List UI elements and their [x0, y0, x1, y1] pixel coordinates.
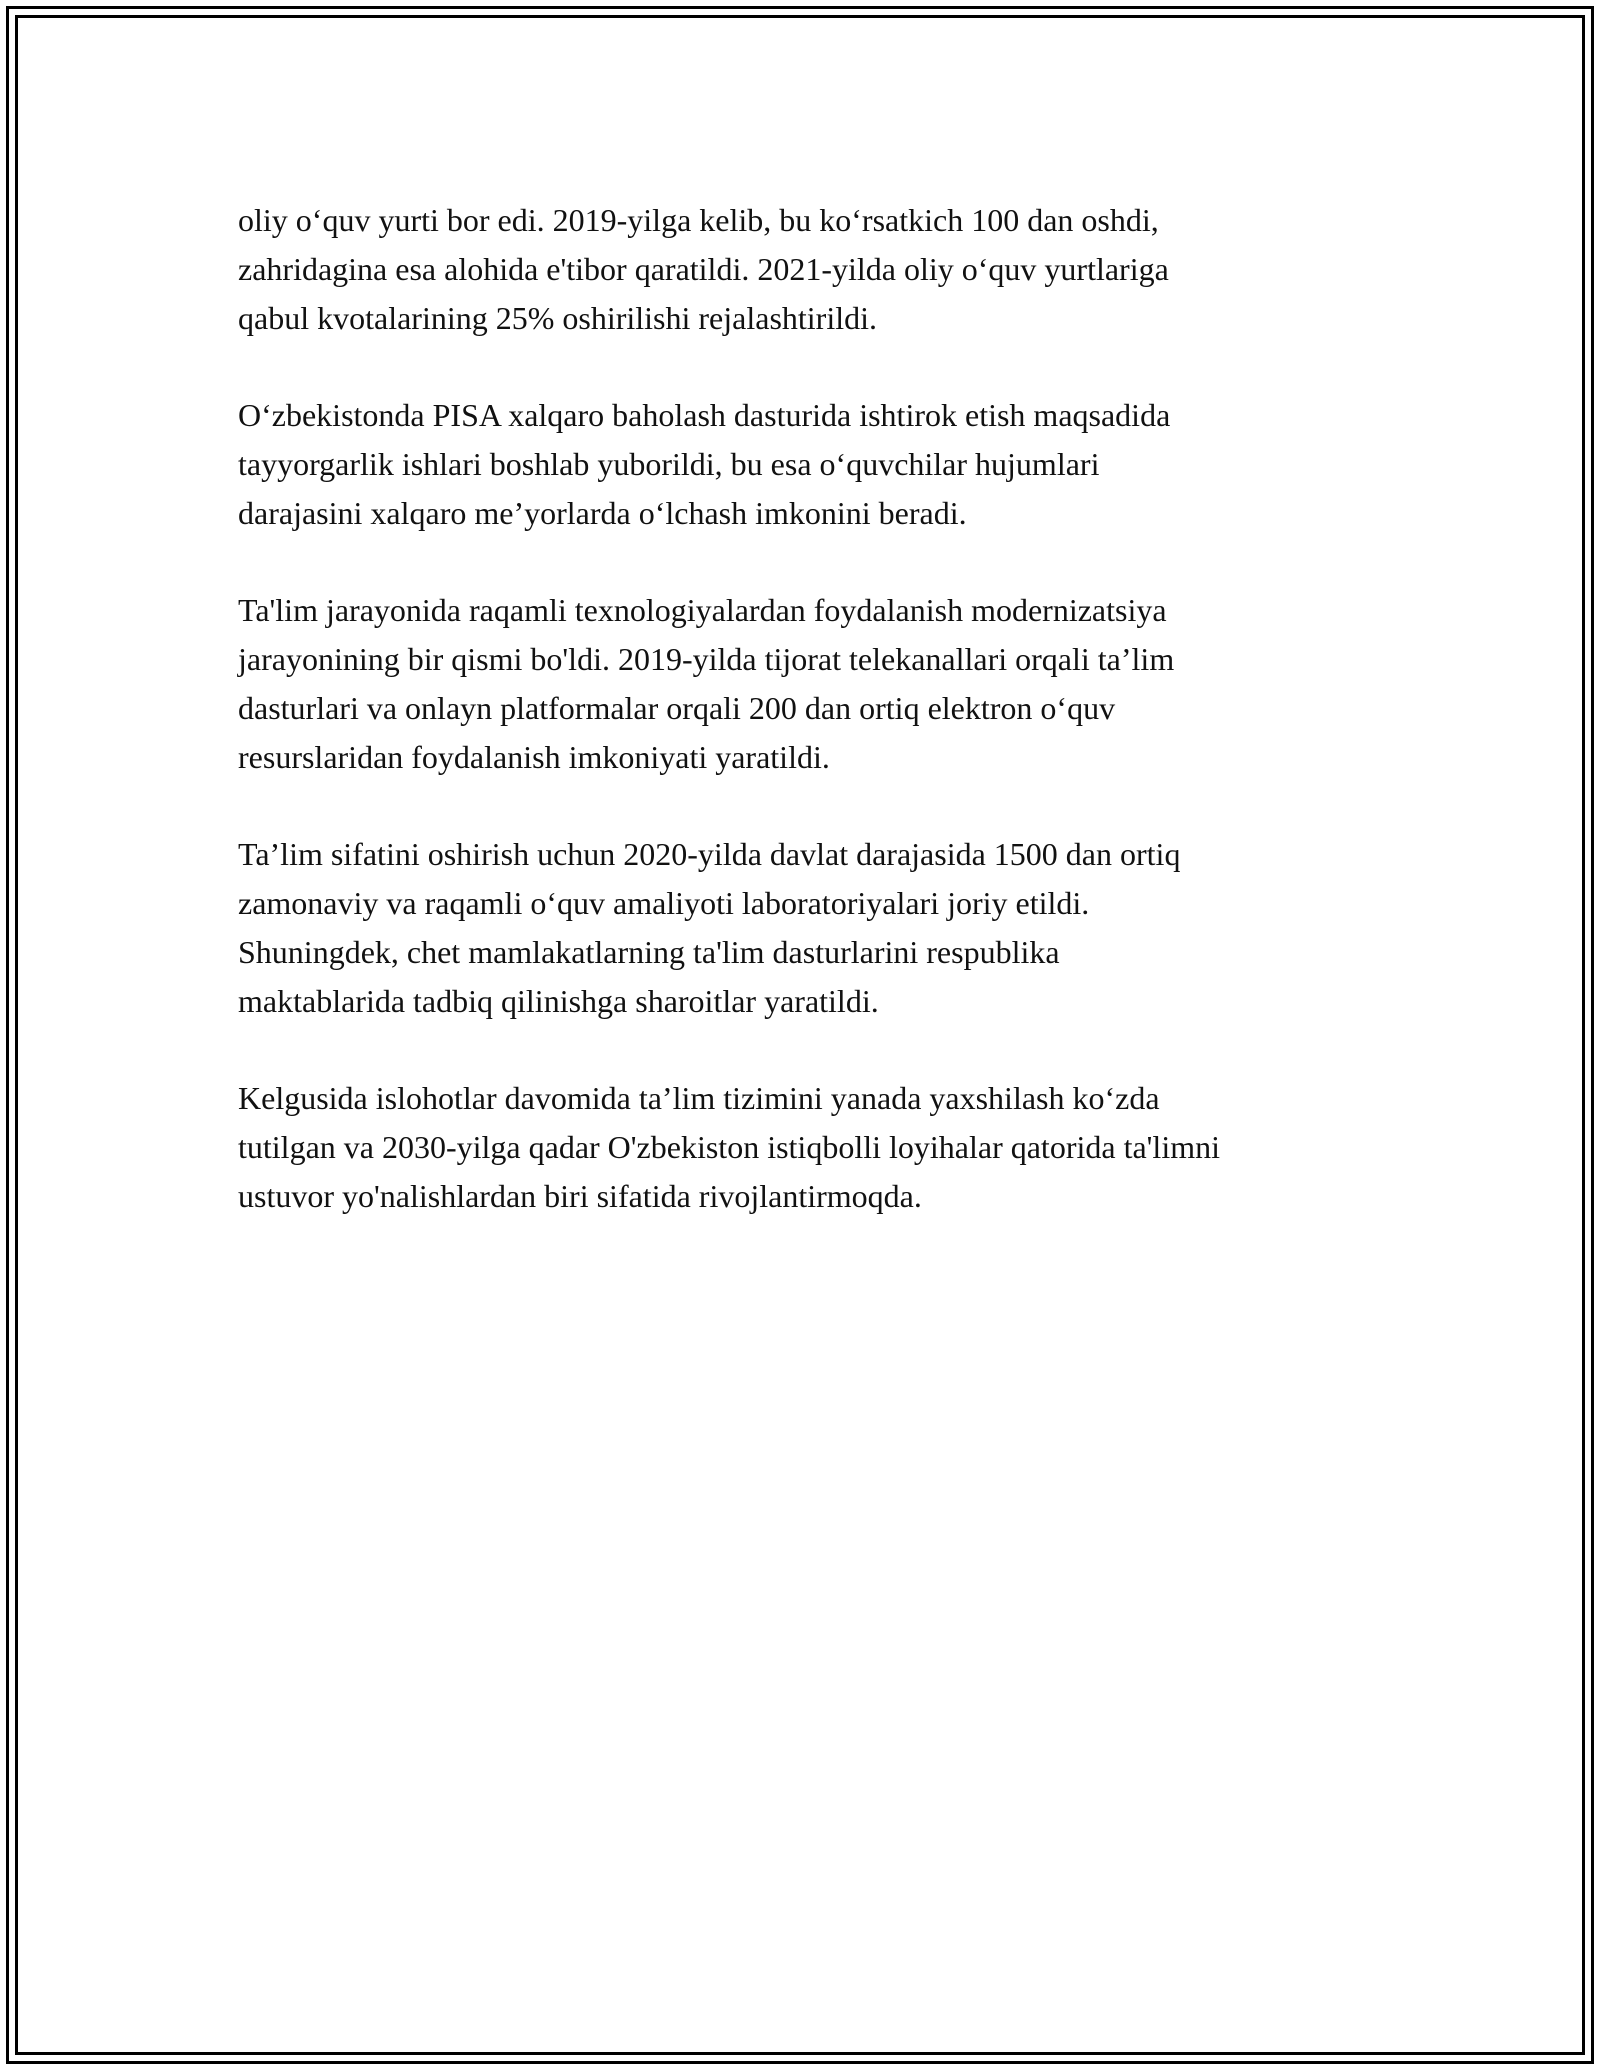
paragraph-pisa: O‘zbekistonda PISA xalqaro baholash dasturida ishtirok etish maqsadida tayyorgarlik ishlari boshlab yuborildi, bu esa o‘quvchilar hujumlari darajasini xalqaro me’yorlarda o‘lchash imkonini beradi.: [238, 397, 1171, 531]
paragraph-education-quality: Ta’lim sifatini oshirish uchun 2020-yilda davlat darajasida 1500 dan ortiq zamonaviy va raqamli o‘quv amaliyoti laboratoriyalari joriy etildi. Shuningdek, chet mamlakatlarning ta'lim dasturlarini respublika maktablarida tadbiq qilinishga sharoitlar yaratildi.: [238, 836, 1181, 1019]
document-page: [6, 6, 1594, 2064]
paragraph-higher-education: oliy o‘quv yurti bor edi. 2019-yilga kelib, bu ko‘rsatkich 100 dan oshdi, zahridagina esa alohida e'tibor qaratildi. 2021-yilda oliy o‘quv yurtlariga qabul kvotalarining 25% oshirilishi rejalashtirildi.: [238, 202, 1169, 336]
document-body: [238, 196, 1398, 1269]
paragraph-digital-technologies: Ta'lim jarayonida raqamli texnologiyalardan foydalanish modernizatsiya jarayonining bir qismi bo'ldi. 2019-yilda tijorat telekanallari orqali ta’lim dasturlari va onlayn platformalar orqali 200 dan ortiq elektron o‘quv resurslaridan foydalanish imkoniyati yaratildi.: [238, 592, 1175, 775]
paragraph-future-reforms: Kelgusida islohotlar davomida ta’lim tizimini yanada yaxshilash ko‘zda tutilgan va 2030-yilga qadar O'zbekiston istiqbolli loyihalar qatorida ta'limni ustuvor yo'nalishlardan biri sifatida rivojlantirmoqda.: [238, 1080, 1220, 1214]
